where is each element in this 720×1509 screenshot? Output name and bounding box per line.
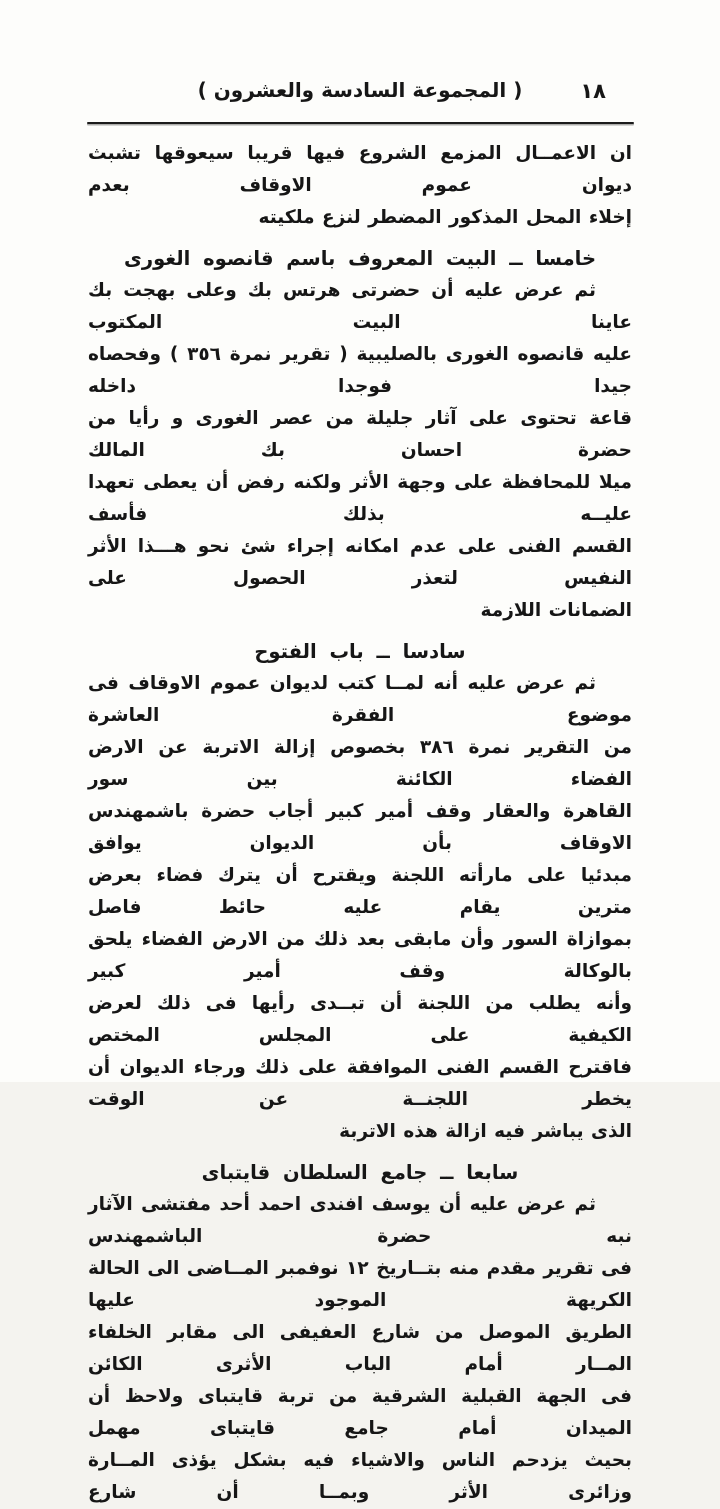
text-line: ثم عرض عليه أن يوسف افندى احمد أحد مفتشى الآثار نبه حضرة الباشمهندس bbox=[88, 1194, 632, 1247]
page-header bbox=[88, 78, 632, 112]
text-line: فى تقرير مقدم منه بتــاريخ ١٢ نوفمبر المــاضى الى الحالة الكريهة الموجود عليها bbox=[88, 1258, 633, 1311]
text-line: مبدئيا على مارأته اللجنة ويقترح أن يترك فضاء بعرض مترين يقام عليه حائط فاصل bbox=[88, 865, 632, 918]
page-number: ١٨ bbox=[580, 79, 606, 103]
text-line: قاعة تحتوى على آثار جليلة من عصر الغورى و رأيا من حضرة احسان بك المالك bbox=[88, 408, 632, 461]
text-line: فاقترح القسم الفنى الموافقة على ذلك ورجاء الديوان أن يخطر اللجنــة عن الوقت bbox=[88, 1057, 632, 1110]
text-line: الضمانات اللازمة bbox=[480, 600, 632, 621]
text-line: بموازاة السور وأن مابقى بعد ذلك من الارض الفضاء يلحق بالوكالة وقف أمير كبير bbox=[88, 929, 632, 982]
text-line: الذى يباشر فيه ازالة هذه الاتربة bbox=[339, 1121, 632, 1142]
section-heading-fifth: خامسا ــ البيت المعروف باسم قانصوه الغورى bbox=[123, 247, 597, 270]
journal-title: ( المجموعة السادسة والعشرون ) bbox=[197, 78, 523, 102]
text-line: ان الاعمــال المزمع الشروع فيها قريبا سيعوقها تشبث ديوان عموم الاوقاف بعدم bbox=[88, 143, 632, 196]
text-line: عليه قانصوه الغورى بالصليبية ( تقرير نمرة ٣٥٦ ) وفحصاه جيدا فوجدا داخله bbox=[88, 344, 632, 397]
text-line: ثم عرض عليه أن حضرتى هرتس بك وعلى بهجت بك عاينا البيت المكتوب bbox=[88, 280, 632, 333]
text-line: القاهرة والعقار وقف أمير كبير أجاب حضرة باشمهندس الاوقاف بأن الديوان يوافق bbox=[88, 801, 632, 854]
text-line: بحيث يزدحم الناس والاشياء فيه بشكل يؤذى المــارة وزائرى الأثر وبمــا أن شارع bbox=[88, 1450, 632, 1503]
header-rule bbox=[87, 122, 634, 124]
text-line: الطريق الموصل من شارع العفيفى الى مقابر الخلفاء المــار أمام الباب الأثرى الكائن bbox=[88, 1322, 632, 1375]
text-line: القسم الفنى على عدم امكانه إجراء شئ نحو هـــذا الأثر النفيس لتعذر الحصول على bbox=[88, 536, 632, 589]
text-line: فى الجهة القبلية الشرقية من تربة قايتباى ولاحظ أن الميدان أمام جامع قايتباى مهمل bbox=[88, 1386, 632, 1439]
text-line: ميلا للمحافظة على وجهة الأثر ولكنه رفض أن يعطى تعهدا عليــه بذلك فأسف bbox=[88, 472, 632, 525]
text-line: من التقرير نمرة ٣٨٦ بخصوص إزالة الاتربة عن الارض الفضاء الكائنة بين سور bbox=[88, 737, 632, 790]
text-line: ثم عرض عليه أنه لمــا كتب لديوان عموم الاوقاف فى موضوع الفقرة العاشرة bbox=[88, 673, 632, 726]
text-line: إخلاء المحل المذكور المضطر لنزع ملكيته bbox=[258, 207, 632, 228]
section-heading-sixth: سادسا ــ باب الفتوح bbox=[254, 640, 466, 663]
section-heading-seventh: سابعا ــ جامع السلطان قايتباى bbox=[201, 1161, 519, 1184]
body-text bbox=[88, 138, 632, 1509]
text-line: وأنه يطلب من اللجنة أن تبــدى رأيها فى ذلك لعرض الكيفية على المجلس المختص bbox=[88, 993, 632, 1046]
